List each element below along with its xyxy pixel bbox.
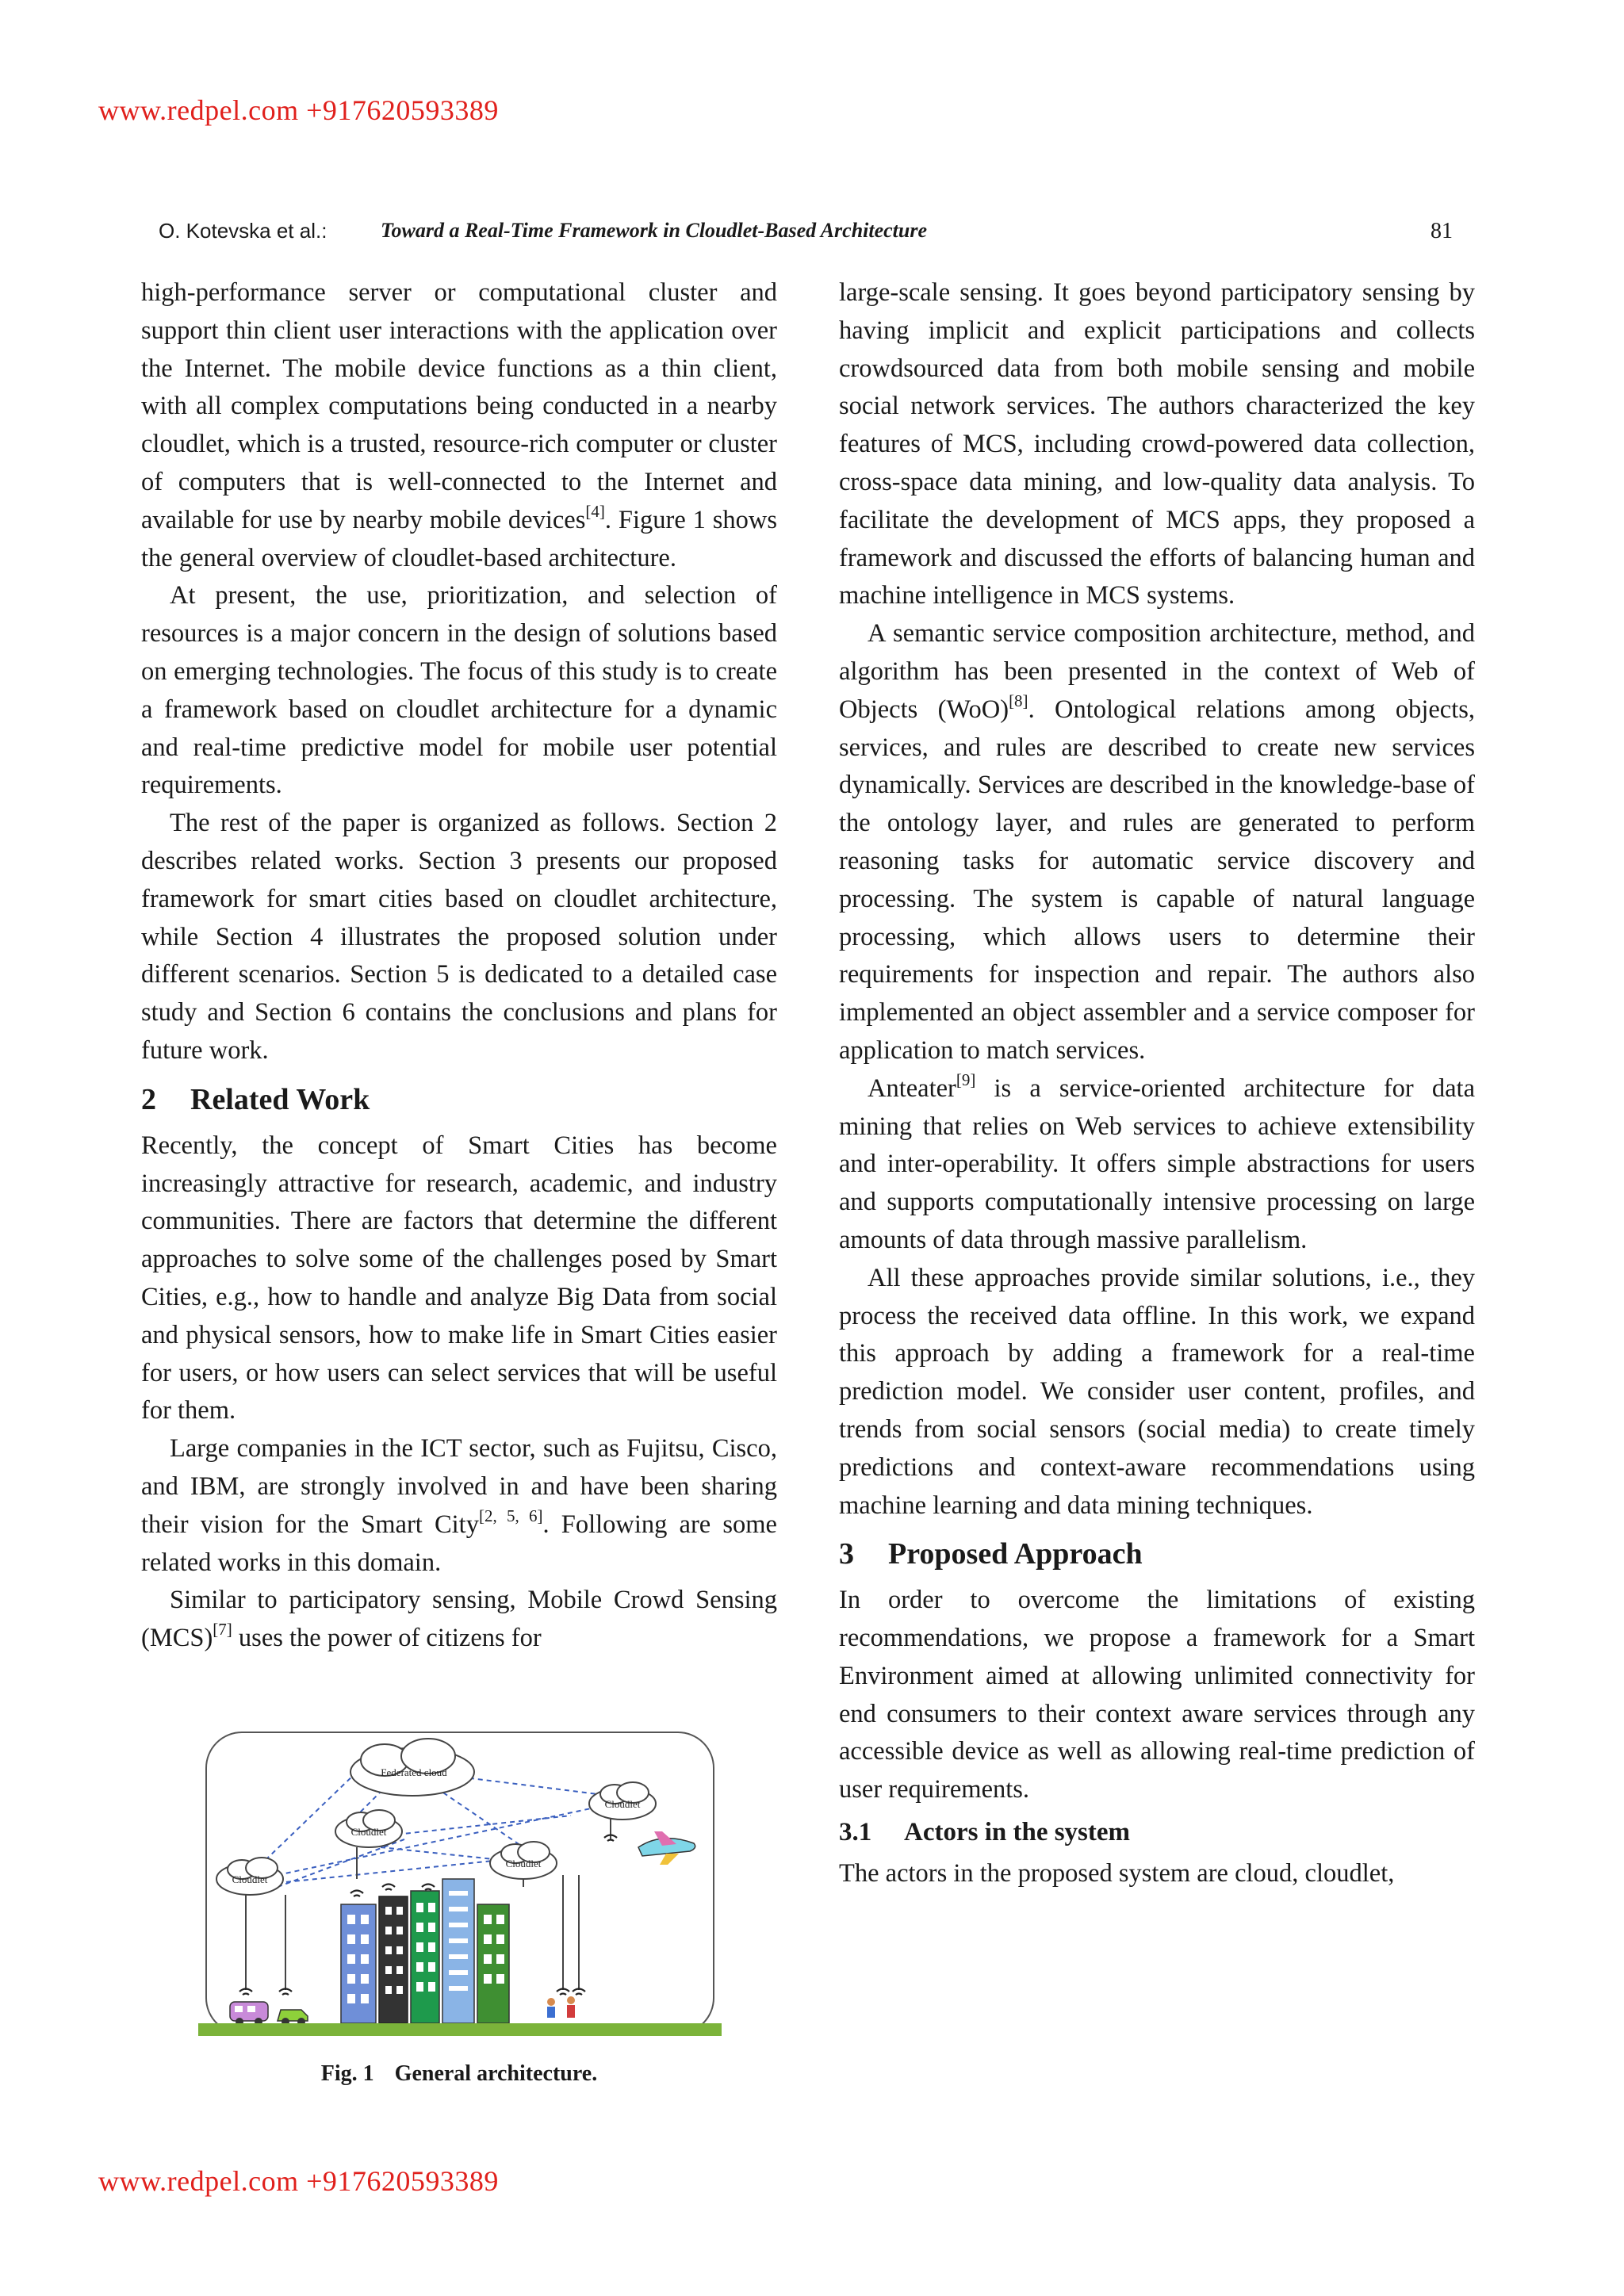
paragraph-text: . Ontological relations among objects, services, and rules are described to create new services dynamically. Services are described in the knowledge-base of the ontology layer, and rules are generated to perform reasoning tasks for automatic service discovery and processing. The system is capable of natural language processing, which allows users to determine their requirements for inspection and repair. The authors also implemented an object assembler and a service composer for application to match services.: [839, 695, 1476, 1065]
figure-general-architecture: [198, 1728, 722, 2085]
section-number: 3: [839, 1537, 854, 1571]
paragraph-text: Similar to participatory sensing, Mobile Crowd Sensing (MCS): [141, 1586, 777, 1653]
paragraph: The actors in the proposed system are cloud, cloudlet,: [839, 1859, 1395, 1888]
citation: [4]: [585, 501, 605, 521]
citation: [7]: [213, 1620, 232, 1640]
paragraph: large-scale sensing. It goes beyond participatory sensing by having implicit and explicit participations and collects crowdsourced data from both mobile sensing and mobile social network services. The authors characterized the key features of MCS, including crowd-powered data collection, cross-space data mining, and low-quality data analysis. To facilitate the development of MCS apps, they proposed a framework and discussed the efforts of balancing human and machine intelligence in MCS systems.: [839, 278, 1475, 610]
running-head: [159, 219, 1453, 251]
section-title: Proposed Approach: [888, 1537, 1143, 1571]
paragraph: The rest of the paper is organized as follows. Section 2 describes related works. Section 3 presents our proposed framework for smart cities based on cloudlet architecture, while Section 4 illustrates the proposed solution under different scenarios. Section 5 is dedicated to a detailed case study and Section 6 contains the conclusions and plans for future work.: [141, 809, 777, 1065]
paragraph: [839, 1070, 1475, 1260]
paragraph: [141, 274, 777, 577]
running-head-title: Toward a Real-Time Framework in Cloudlet-Based Architecture: [381, 219, 928, 242]
label-federated-cloud: Federated cloud: [381, 1766, 447, 1778]
paragraph-text: uses the power of citizens for: [232, 1624, 542, 1653]
figure-caption-text: General architecture.: [394, 2061, 598, 2086]
label-cloudlet: Cloudlet: [604, 1798, 641, 1810]
architecture-diagram: [198, 1728, 722, 2085]
subsection-title: Actors in the system: [904, 1818, 1131, 1847]
paragraph: At present, the use, prioritization, and selection of resources is a major concern in the design of solutions based on emerging technologies. The focus of this study is to create a framework based on cloudlet architecture for a dynamic and real-time predictive model for mobile user potential requirements.: [141, 581, 777, 800]
paragraph: Recently, the concept of Smart Cities has become increasingly attractive for research, academic, and industry communities. There are factors that determine the different approaches to solve some of the challenges posed by Smart Cities, e.g., how to handle and analyze Big Data from social and physical sensors, how to make life in Smart Cities easier for users, or how users can select services that will be useful for them.: [141, 1131, 777, 1425]
left-column: [141, 274, 777, 1658]
paragraph-text: Large companies in the ICT sector, such as Fujitsu, Cisco, and IBM, are strongly involved in and have been sharing their vision for the Smart City: [141, 1434, 777, 1539]
watermark-bottom: www.redpel.com +917620593389: [98, 2165, 499, 2197]
citation: [2, 5, 6]: [478, 1506, 543, 1525]
paragraph-text: . Figure 1 shows the general overview of cloudlet-based architecture.: [141, 505, 777, 572]
section-title: Related Work: [190, 1082, 370, 1116]
label-cloudlet: Cloudlet: [505, 1858, 542, 1869]
paragraph-text: . Following are some related works in this domain.: [141, 1510, 777, 1577]
paragraph: [839, 615, 1475, 1070]
section-heading: [839, 1534, 1475, 1574]
subsection-number: 3.1: [839, 1818, 872, 1847]
label-cloudlet: Cloudlet: [350, 1826, 387, 1838]
paragraph-text: Anteater: [868, 1073, 956, 1103]
paragraph: [141, 1582, 777, 1658]
section-number: 2: [141, 1082, 156, 1116]
paragraph-text: high-performance server or computational cluster and support thin client user interactions with the application over the Internet. The mobile device functions as a thin client, with all complex computations being conducted in a nearby cloudlet, which is a trusted, resource-rich computer or cluster of computers that is well-connected to the Internet and available for use by nearby mobile devices: [141, 278, 777, 534]
paragraph: All these approaches provide similar solutions, i.e., they process the received data offline. In this work, we expand this approach by adding a framework for a real-time prediction model. We consider user content, profiles, and trends from social sensors (social media) to create timely predictions and context-aware recommendations using machine learning and data mining techniques.: [839, 1263, 1475, 1520]
section-heading: [141, 1080, 777, 1119]
paragraph: [141, 1430, 777, 1582]
figure-number: Fig. 1: [320, 2061, 374, 2086]
figure-caption: [141, 2061, 777, 2087]
page-number: 81: [1431, 219, 1453, 243]
paragraph-text: is a service-oriented architecture for data mining that relies on Web services to achieve extensibility and inter-operability. It offers simple abstractions for users and supports computationally intensive processing on large amounts of data through massive parallelism.: [839, 1073, 1475, 1254]
paragraph: In order to overcome the limitations of existing recommendations, we propose a framework for a Smart Environment aimed at allowing unlimited connectivity for end consumers to their context aware services through any accessible device as well as allowing real-time prediction of user requirements.: [839, 1586, 1475, 1804]
watermark-top: www.redpel.com +917620593389: [98, 94, 499, 126]
subsection-heading: [839, 1814, 1475, 1850]
running-head-authors: O. Kotevska et al.:: [159, 219, 327, 243]
paragraph-text: A semantic service composition architecture, method, and algorithm has been presented in the context of Web of Objects (WoO): [839, 619, 1475, 724]
ground-strip: [198, 2023, 722, 2036]
right-column: [839, 274, 1475, 1893]
citation: [9]: [956, 1070, 976, 1089]
citation: [8]: [1009, 691, 1028, 710]
label-cloudlet: Cloudlet: [232, 1873, 268, 1885]
